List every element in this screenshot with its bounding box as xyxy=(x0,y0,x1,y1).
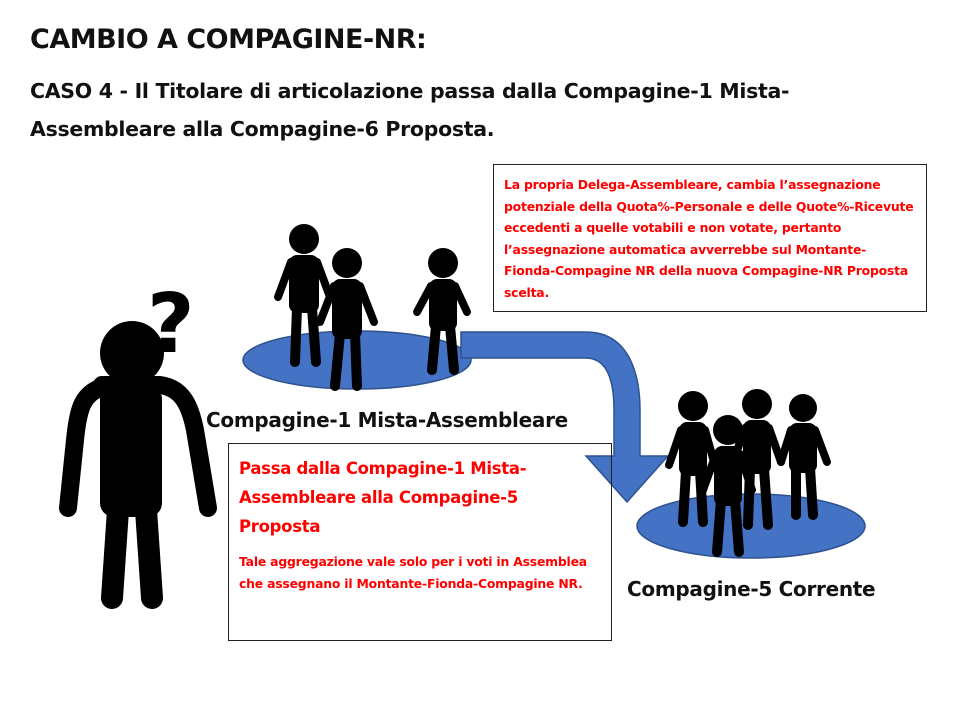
info-note-text: La propria Delega-Assembleare, cambia l’assegnazione potenziale della Quota%-Personale e delle Quote%-Ricevute eccedenti a quelle votabili e non votate, pertanto l’assegnazione automatica avverrebbe sul Montante-Fionda-Compagine NR della nuova Compagine-NR Proposta scelta. xyxy=(504,177,914,300)
question-mark: ? xyxy=(147,277,195,372)
transfer-description-box xyxy=(228,443,612,641)
transfer-headline: Passa dalla Compagine-1 Mista-Assembleare alla Compagine-5 Proposta xyxy=(239,459,527,536)
info-note-box xyxy=(493,164,927,312)
group5-label: Compagine-5 Corrente xyxy=(627,577,876,601)
transfer-detail: Tale aggregazione vale solo per i voti in Assemblea che assegnano il Montante-Fionda-Compagine NR. xyxy=(239,554,587,591)
page-title: CAMBIO A COMPAGINE-NR: xyxy=(30,24,427,55)
group1-label: Compagine-1 Mista-Assembleare xyxy=(206,408,568,432)
page-subtitle: CASO 4 - Il Titolare di articolazione passa dalla Compagine-1 Mista-Assembleare alla Compagine-6 Proposta. xyxy=(30,79,790,141)
